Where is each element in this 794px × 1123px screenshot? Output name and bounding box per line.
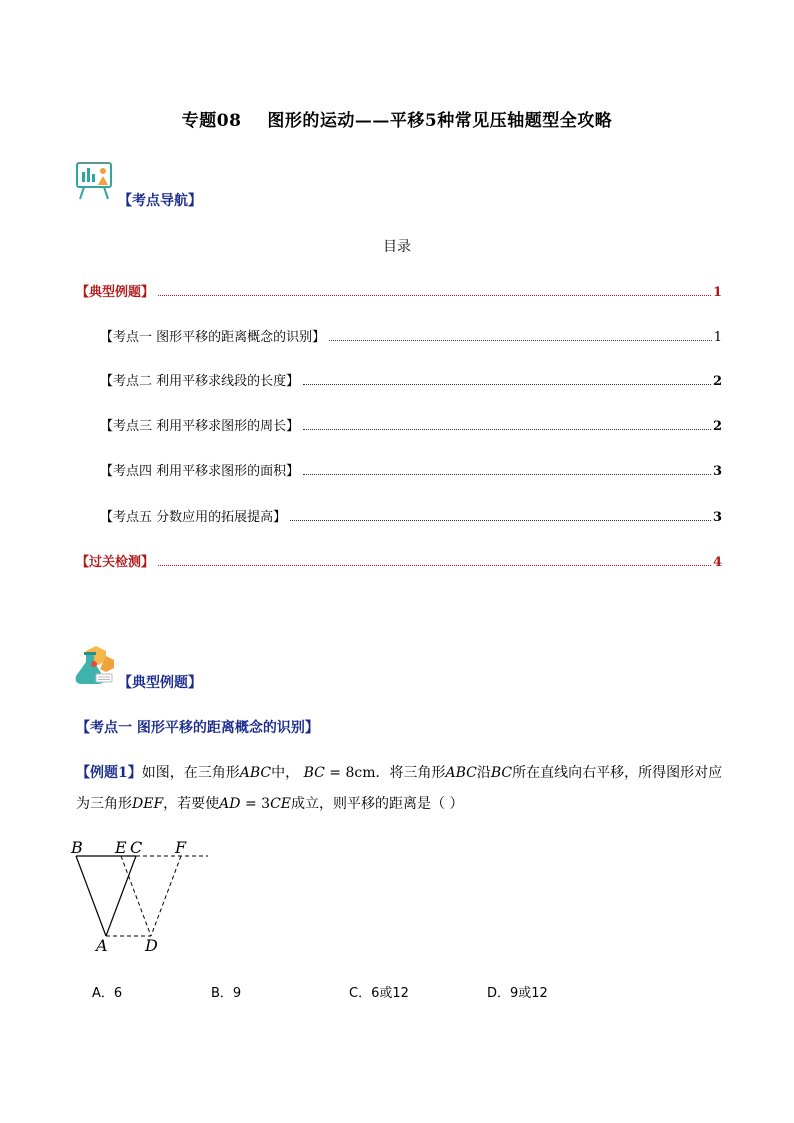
option-value: 6或12 [371, 986, 409, 1001]
toc-item-kp3[interactable] [100, 416, 722, 434]
toc-item-label: 【考点四 利用平移求图形的面积】 [100, 464, 300, 479]
nav-heading: 【考点导航】 [118, 193, 202, 209]
toc-item-label: 【考点二 利用平移求线段的长度】 [100, 374, 300, 389]
toc-item-kp1[interactable] [100, 327, 722, 345]
toc-dot-leader [329, 339, 712, 341]
toc-item-label: 【考点五 分数应用的拓展提高】 [100, 510, 287, 525]
presentation-board-icon [74, 158, 118, 202]
kp1-heading: 【考点一 图形平移的距离概念的识别】 [76, 720, 319, 736]
question-text: 成立，则平移的距离是（ ） [291, 796, 464, 812]
segment-ab [76, 856, 106, 936]
toc-dot-leader [158, 294, 711, 296]
toc-dot-leader [290, 519, 711, 521]
toc-item-page: 3 [712, 464, 722, 479]
label-a: A [96, 936, 108, 955]
toc-item-kp4[interactable] [100, 461, 722, 479]
segment-ac [106, 856, 136, 936]
toc-item-page: 4 [712, 555, 722, 570]
toc-item-examples[interactable] [76, 282, 722, 300]
question-line-2 [76, 789, 726, 819]
question-text: 所在直线向右平移，所得图形对应 [512, 765, 723, 781]
toc-item-page: 1 [712, 285, 722, 300]
examples-heading: 【典型例题】 [118, 675, 202, 691]
toc-item-page: 3 [712, 510, 722, 525]
option-value: 9 [232, 986, 242, 1001]
title-topic-name: 图形的运动——平移5种常见压轴题型全攻略 [267, 111, 613, 131]
question-text: 沿 [476, 765, 491, 781]
question-text: 如图，在三角形 [141, 765, 240, 781]
title-topic-number: 专题08 [181, 111, 242, 131]
translation-figure [66, 836, 216, 960]
question-text: = 3 [240, 796, 271, 812]
question-text: 中， [271, 765, 300, 781]
toc-item-kp5[interactable] [100, 507, 722, 525]
toc-item-check[interactable] [76, 552, 722, 570]
toc-dot-leader [158, 564, 711, 566]
math-var: DEF [132, 796, 164, 812]
segment-de [121, 856, 151, 936]
toc-heading: 目录 [383, 239, 411, 255]
math-var: ABC [445, 765, 477, 781]
toc-dot-leader [303, 428, 711, 430]
question-line-1 [76, 758, 726, 788]
option-d[interactable] [487, 982, 548, 1001]
toc-item-page: 2 [712, 374, 722, 389]
math-var: BC [303, 765, 325, 781]
option-letter: A． [92, 986, 114, 1001]
option-c[interactable] [349, 982, 409, 1001]
toc-item-label: 【过关检测】 [76, 555, 155, 570]
toc-item-label: 【考点一 图形平移的距离概念的识别】 [100, 330, 326, 345]
toc-dot-leader [303, 383, 711, 385]
toc-item-label: 【典型例题】 [76, 285, 155, 300]
math-var: ABC [239, 765, 272, 781]
question-text: 为三角形 [76, 796, 132, 812]
option-letter: D． [487, 986, 511, 1001]
question-text: ，若要使 [163, 796, 220, 812]
option-value: 9或12 [510, 986, 548, 1001]
flask-icon [72, 644, 118, 688]
math-var: BC [490, 765, 513, 781]
label-f: F [175, 838, 187, 857]
toc-item-page: 2 [712, 419, 722, 434]
segment-df [151, 856, 181, 936]
toc-item-label: 【考点三 利用平移求图形的周长】 [100, 419, 300, 434]
label-d: D [145, 936, 158, 955]
label-b: B [71, 838, 83, 857]
math-var: CE [270, 796, 291, 812]
option-value: 6 [113, 986, 123, 1001]
page-title [0, 106, 794, 131]
option-a[interactable] [92, 982, 122, 1001]
option-letter: B． [211, 986, 233, 1001]
toc-dot-leader [303, 473, 711, 475]
label-c: C [130, 838, 143, 857]
question-tag: 【例题1】 [76, 765, 142, 781]
question-text: = 8cm．将三角形 [324, 765, 446, 781]
label-e: E [115, 838, 127, 857]
toc-item-kp2[interactable] [100, 371, 722, 389]
option-letter: C． [349, 986, 372, 1001]
toc-item-page: 1 [713, 330, 722, 345]
math-var: AD [219, 796, 241, 812]
option-b[interactable] [211, 982, 241, 1001]
figure-svg [66, 836, 216, 956]
